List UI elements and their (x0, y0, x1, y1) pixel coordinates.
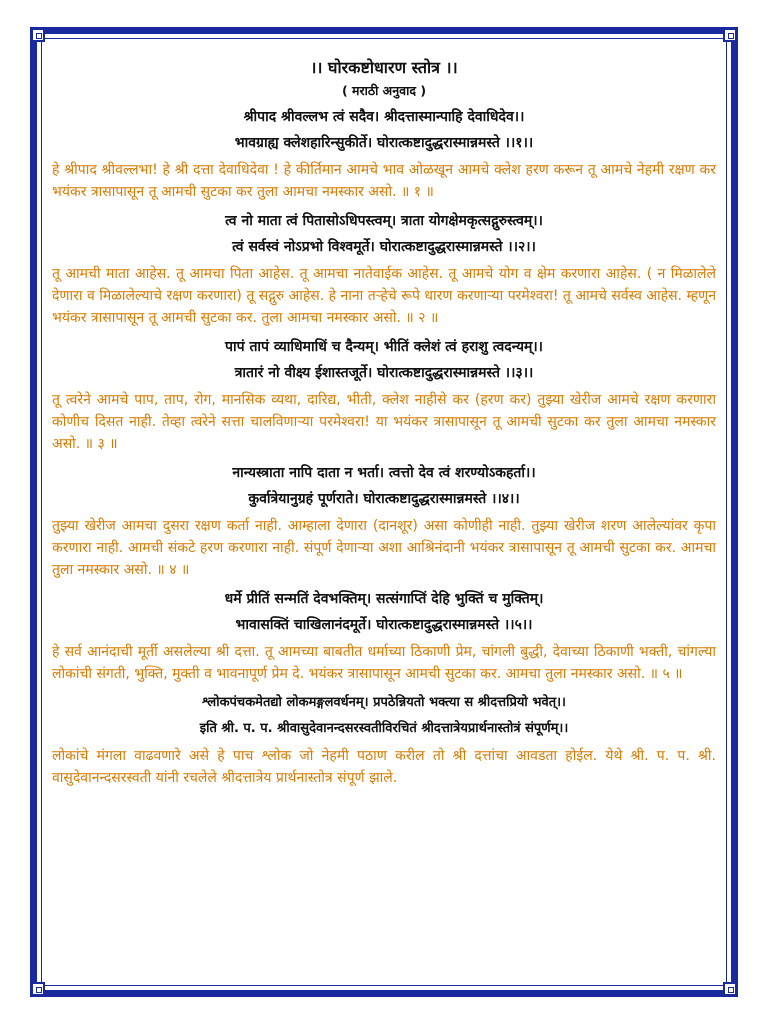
translation-paragraph: तुझ्या खेरीज आमचा दुसरा रक्षण कर्ता नाही. आम्हाला देणारा (दानशूर) असा कोणीही नाही. तुझ्या खेरीज शरण आलेल्यांवर कृपा करणारा नाही. आमची संकटे हरण करणारा नाही. संपूर्ण देणाऱ्या अशा आश्रिनंदानी भयंकर त्रासापासून तू आमची सुटका कर. आमचा तुला नमस्कार असो. ॥ ४ ॥ (52, 518, 716, 578)
stanza-3 (52, 335, 716, 455)
verse-line: पापं तापं व्याधिमाधिं च दैन्यम्। भीतिं क्लेशं त्वं हराशु त्वदन्यम्।। (225, 339, 543, 355)
verse-line: कुर्वात्रेयानुग्रहं पूर्णराते। घोरात्कष्टादुद्धरास्मान्नमस्ते ।।४।। (248, 491, 520, 507)
corner-ornament-bottom-left (31, 982, 45, 996)
corner-ornament-top-right (723, 28, 737, 42)
verse-line: श्लोकपंचकमेतद्यो लोकमङ्गलवर्धनम्। प्रपठेन्नियतो भक्त्या स श्रीदत्तप्रियो भवेत्।। (202, 695, 566, 710)
translation-paragraph: हे श्रीपाद श्रीवल्लभा! हे श्री दत्ता देवाधिदेवा ! हे कीर्तिमान आमचे भाव ओळखून आमचे क्लेश हरण करून तू आमचे नेहमी रक्षण कर भयंकर त्रासापासून तू आमची सुटका कर तुला आमचा नमस्कार असो. ॥ १ ॥ (52, 162, 716, 200)
translation-paragraph: तू त्वरेने आमचे पाप, ताप, रोग, मानसिक व्यथा, दारिद्य, भीती, क्लेश नाहीसे कर (हरण कर) तुझ्या खेरीज आमचे रक्षण करणारा कोणीच दिसत नाही. तेव्हा त्वरेने सत्ता चालविणाऱ्या परमेश्वरा! या भयंकर त्रासापासून तू आमची सुटका कर तुला आमचा नमस्कार असो. ॥ ३ ॥ (52, 392, 716, 452)
translation-paragraph: हे सर्व आनंदाची मूर्ती असलेल्या श्री दत्ता. तू आमच्या बाबतीत धर्माच्या ठिकाणी प्रेम, चांगली बुद्धी, देवाच्या ठिकाणी भक्ती, चांगल्या लोकांची संगती, भुक्ति, मुक्ती व भावनापूर्ण प्रेम दे. भयंकर त्रासापासून आमची सुटका कर. आमचा तुला नमस्कार असो. ॥ ५ ॥ (52, 644, 716, 682)
verse-line: त्व नो माता त्वं पितासोऽधिपस्त्वम्। त्राता योगक्षेमकृत्सद्गुरुस्त्वम्।। (225, 213, 543, 229)
stanza-2 (52, 209, 716, 329)
phalashruti (52, 691, 716, 789)
colophon-line: इति श्री. प. प. श्रीवासुदेवानन्दसरस्वतीविरचितं श्रीदत्तात्रेयप्रार्थनास्तोत्रं संपूर्णम्।। (199, 721, 569, 736)
verse-line: नान्यस्त्राता नापि दाता न भर्ता। त्वत्तो देव त्वं शरण्योऽकहर्ता।। (232, 465, 536, 481)
verse-line: भावासक्तिं चाखिलानंदमूर्ते। घोरात्कष्टादुद्धरास्मान्नमस्ते ।।५।। (235, 617, 533, 633)
stotra-content (52, 52, 716, 795)
stanza-5 (52, 587, 716, 685)
translation-paragraph: लोकांचे मंगला वाढवणारे असे हे पाच श्लोक जो नेहमी पठाण करील तो श्री दत्तांचा आवडता होईल. येथे श्री. प. प. श्री. वासुदेवानन्दसरस्वती यांनी रचलेले श्रीदत्तात्रेय प्रार्थनास्तोत्र संपूर्ण झाले. (52, 748, 716, 786)
page-title: ।। घोरकष्टोधारण स्तोत्र ।। (310, 58, 458, 77)
stanza-4 (52, 461, 716, 581)
translation-paragraph: तू आमची माता आहेस. तू आमचा पिता आहेस. तू आमचा नातेवाईक आहेस. तू आमचे योग व क्षेम करणारा आहेस. ( न मिळालेले देणारा व मिळालेल्याचे रक्षण करणारा) तू सद्गुरु आहेस. हे नाना तऱ्हेचे रूपे धारण करणाऱ्या परमेश्वरा! तू आमचे सर्वस्व आहेस. म्हणून भयंकर त्रासापासून तू आमची सुटका कर. तुला आमचा नमस्कार असो. ॥ २ ॥ (52, 266, 716, 326)
verse-line: धर्मे प्रीतिं सन्मतिं देवभक्तिम्। सत्संगाप्तिं देहि भुक्तिं च मुक्तिम्। (224, 591, 544, 607)
verse-line: त्वं सर्वस्वं नोऽप्रभो विश्वमूर्ते। घोरात्कष्टादुद्धरास्मान्नमस्ते ।।२।। (232, 239, 536, 255)
verse-line: श्रीपाद श्रीवल्लभ त्वं सदैव। श्रीदत्तास्मान्पाहि देवाधिदेव।। (243, 109, 525, 125)
corner-ornament-top-left (31, 28, 45, 42)
stanza-1 (52, 105, 716, 203)
verse-line: त्रातारं नो वीक्ष्य ईशास्तजूर्ते। घोरात्कष्टादुद्धरास्मान्नमस्ते ।।३।। (234, 365, 534, 381)
verse-line: भावग्राह्य क्लेशहारिन्सुकीर्ते। घोरात्कष्टादुद्धरास्मान्नमस्ते ।।१।। (234, 135, 534, 151)
corner-ornament-bottom-right (723, 982, 737, 996)
page-subtitle: ( मराठी अनुवाद ) (341, 83, 427, 98)
